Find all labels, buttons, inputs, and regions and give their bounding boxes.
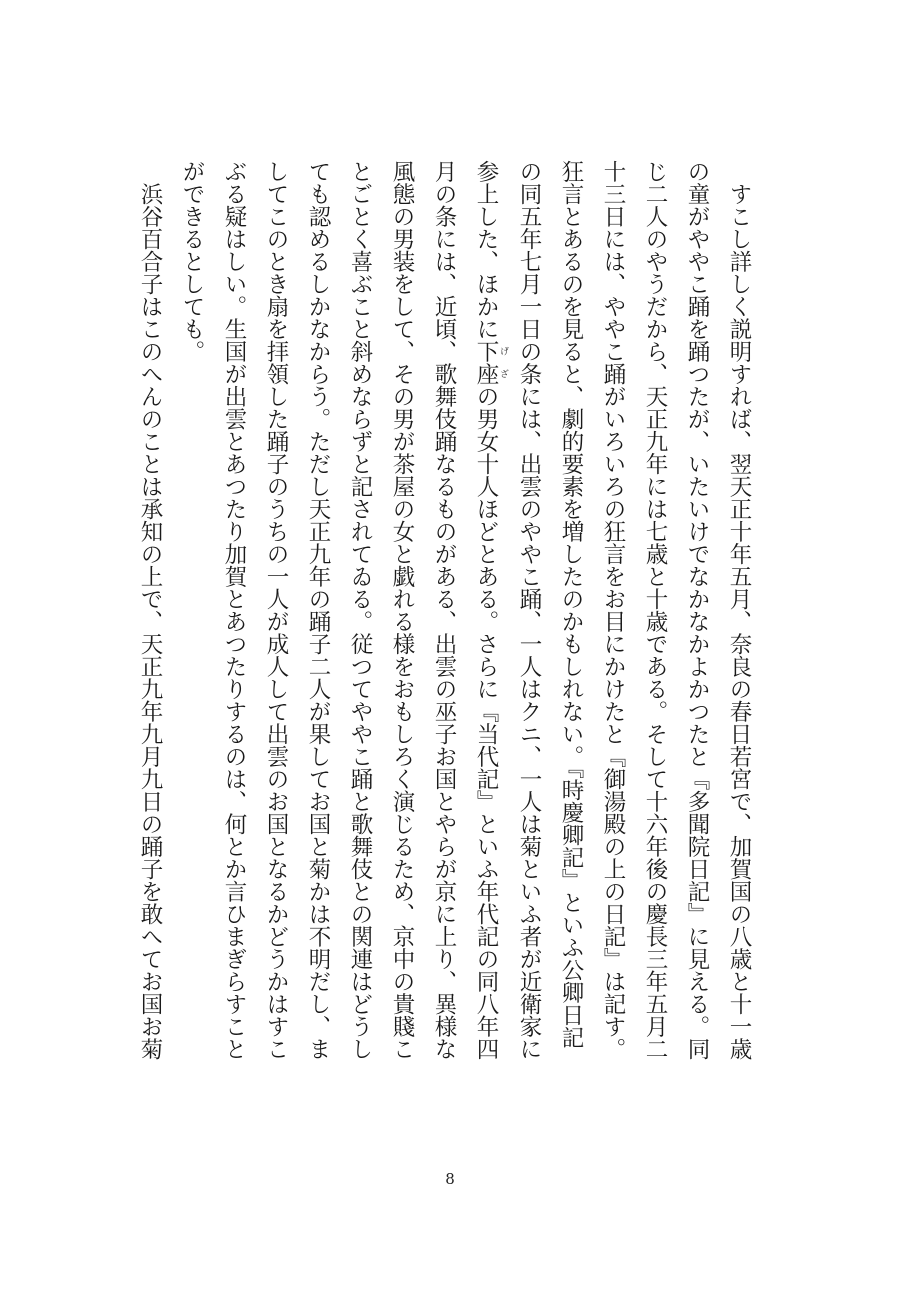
vertical-text-body — [129, 160, 760, 1060]
text-line: してこのとき扇を拝領した踊子のうちの一人が成人して出雲のお国となるかどうかはすこ — [263, 160, 289, 1060]
text-line: 十三日には、ややこ踊がいろいろの狂言をお目にかけたと『御湯殿の上の日記』は記す。 — [600, 160, 626, 1060]
ruby-line-before: 参上した、ほかに — [473, 160, 499, 340]
text-line: とごとく喜ぶこと斜めならずと記されてゐる。従つてややこ踊と歌舞伎との関連はどうし — [347, 160, 373, 1060]
text-line: すこし詳しく説明すれば、翌天正十年五月、奈良の春日若宮で、加賀国の八歳と十一歳 — [726, 160, 752, 1060]
paragraph-2 — [129, 160, 171, 1060]
text-line: 浜谷百合子はこのへんのことは承知の上で、天正九年九月九日の踊子を敢へてお国お菊 — [137, 160, 163, 1060]
paragraph-1 — [171, 160, 760, 1060]
text-line: ぶる疑はしい。生国が出雲とあつたり加賀とあつたりするのは、何とか言ひまぎらすこと — [221, 160, 247, 1060]
text-line: の同五年七月一日の条には、出雲のややこ踊、一人はクニ、一人は菊といふ者が近衛家に — [516, 160, 542, 1060]
text-line: 狂言とあるのを見ると、劇的要素を増したのかもしれない。『時慶卿記』といふ公卿日記 — [558, 160, 584, 1049]
text-line: 月の条には、近頃、歌舞伎踊なるものがある、出雲の巫子お国とやらが京に上り、異様な — [431, 160, 457, 1060]
ruby-reading: げざ — [498, 340, 508, 385]
ruby-annotation — [473, 340, 508, 385]
text-line: じ二人のやうだから、天正九年には七歳と十歳である。そして十六年後の慶長三年五月二 — [642, 160, 668, 1060]
text-line: 風態の男装をして、その男が茶屋の女と戯れる様をおもしろく演じるため、京中の貴賤こ — [389, 160, 415, 1060]
ruby-base: 下座 — [473, 340, 499, 385]
text-line: ても認めるしかなからう。ただし天正九年の踊子二人が果してお国と菊かは不明だし、ま — [305, 160, 331, 1060]
text-line: ができるとしても。 — [179, 160, 205, 363]
text-line-with-ruby — [465, 160, 508, 1060]
page-number: 8 — [445, 1170, 455, 1188]
ruby-line-after: の男女十人ほどとある。さらに『当代記』といふ年代記の同八年四 — [473, 385, 499, 1060]
text-line: の童がややこ踊を踊つたが、いたいけでなかなかよかつたと『多聞院日記』に見える。同 — [684, 160, 710, 1060]
